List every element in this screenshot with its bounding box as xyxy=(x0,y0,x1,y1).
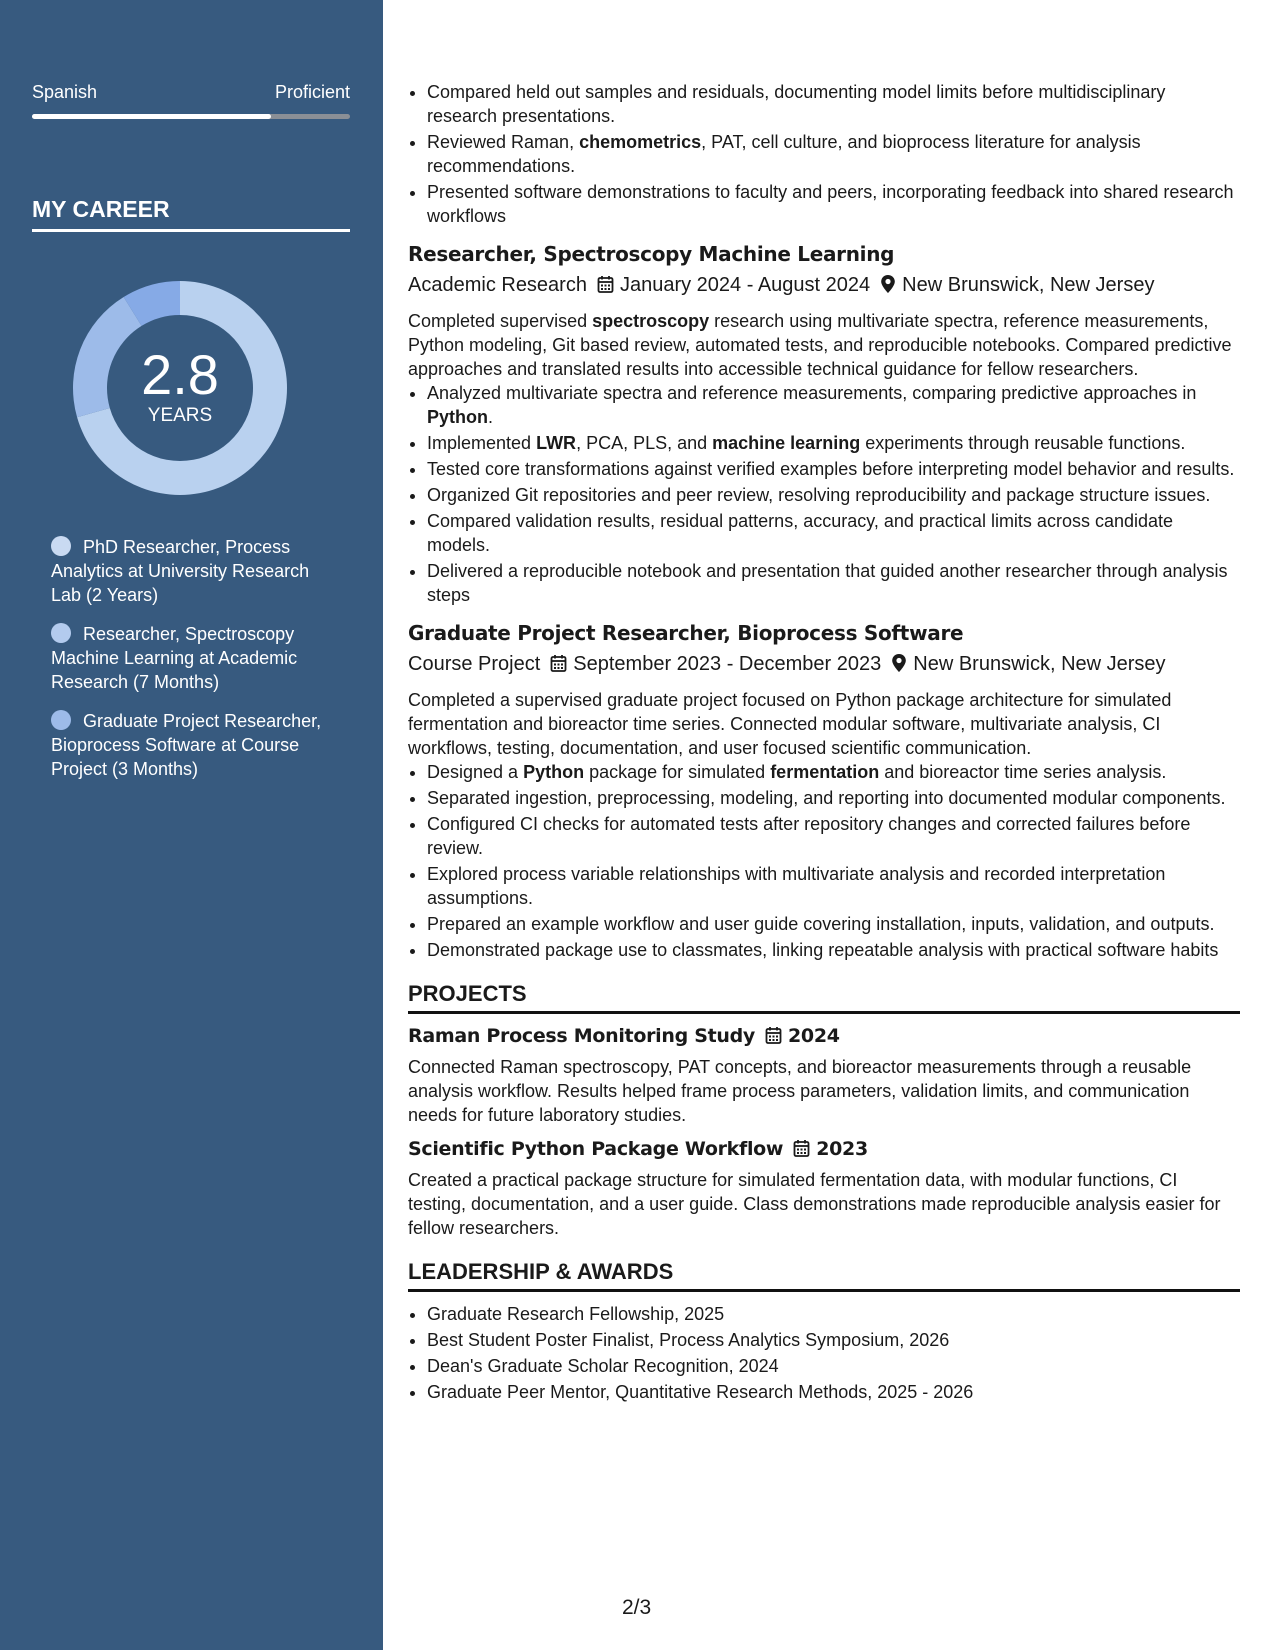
language-skill xyxy=(32,82,350,122)
job-bullets xyxy=(408,381,1240,607)
career-item xyxy=(51,535,341,607)
career-item-label: Graduate Project Researcher, Bioprocess Software at Course Project (3 Months) xyxy=(51,711,322,779)
job-organization: Course Project xyxy=(408,653,541,675)
job-description: Completed a supervised graduate project focused on Python package architecture for simulated fermentation and bioreactor time series. Connected modular software, multivariate analysis, CI workflows, testing, documentation, and user focused scientific communication. xyxy=(408,690,1172,758)
career-item-label: Researcher, Spectroscopy Machine Learning at Academic Research (7 Months) xyxy=(51,624,298,692)
bullet-item: • Presented software demonstrations to faculty and peers, incorporating feedback into shared research workflows xyxy=(427,180,1240,228)
project-description: Created a practical package structure for simulated fermentation data, with modular functions, CI testing, documentation, and a user guide. Class demonstrations made reproducible analysis easier for fellow researchers. xyxy=(408,1170,1221,1238)
career-dot-icon xyxy=(51,710,71,730)
main-content xyxy=(408,80,1240,1406)
bullet-item: • Configured CI checks for automated tests after repository changes and corrected failures before review. xyxy=(427,812,1240,860)
sidebar xyxy=(0,0,383,1650)
bullet-item: • Designed a Python package for simulated fermentation and bioreactor time series analysis. xyxy=(427,760,1240,784)
language-name: Spanish xyxy=(32,82,98,102)
project-title: Raman Process Monitoring Study 2024 xyxy=(408,1022,1240,1053)
career-years-unit: YEARS xyxy=(147,405,213,426)
job-location: New Brunswick, New Jersey xyxy=(913,653,1166,675)
job-location: New Brunswick, New Jersey xyxy=(902,274,1155,296)
bullet-item: • Separated ingestion, preprocessing, modeling, and reporting into documented modular components. xyxy=(427,786,1240,810)
project-entry xyxy=(408,1135,1240,1240)
calendar-icon xyxy=(550,652,567,682)
career-heading: MY CAREER xyxy=(32,196,350,232)
job-meta xyxy=(408,270,1240,303)
job-bullets xyxy=(408,760,1240,962)
page-number: 2/3 xyxy=(622,1596,652,1619)
job-description: Completed supervised spectroscopy research using multivariate spectra, reference measurements, Python modeling, Git based review, automated tests, and reproducible notebooks. Compared predictive approaches and translated results into accessible technical guidance for fellow researchers. xyxy=(408,311,1232,379)
projects-list xyxy=(408,1022,1240,1240)
bullet-item: • Reviewed Raman, chemometrics, PAT, cell culture, and bioprocess literature for analysis recommendations. xyxy=(427,130,1240,178)
job-meta xyxy=(408,649,1240,682)
location-pin-icon xyxy=(891,652,907,682)
bullet-item: • Tested core transformations against verified examples before interpreting model behavior and results. xyxy=(427,457,1240,481)
job-organization: Academic Research xyxy=(408,274,587,296)
career-item xyxy=(51,622,341,694)
bullet-item: • Demonstrated package use to classmates, linking repeatable analysis with practical software habits xyxy=(427,938,1240,962)
previous-job-bullets xyxy=(408,80,1240,228)
awards-heading: LEADERSHIP & AWARDS xyxy=(408,1258,1240,1292)
bullet-item: • Organized Git repositories and peer review, resolving reproducibility and package structure issues. xyxy=(427,483,1240,507)
career-dot-icon xyxy=(51,623,71,643)
project-title: Scientific Python Package Workflow 2023 xyxy=(408,1135,1240,1166)
bullet-item: • Explored process variable relationships with multivariate analysis and recorded interpretation assumptions. xyxy=(427,862,1240,910)
bullet-item: • Prepared an example workflow and user guide covering installation, inputs, validation, and outputs. xyxy=(427,912,1240,936)
donut-center xyxy=(65,345,295,427)
job-entry xyxy=(408,240,1240,607)
projects-heading: PROJECTS xyxy=(408,980,1240,1014)
award-item: • Graduate Research Fellowship, 2025 xyxy=(427,1302,1240,1326)
language-level: Proficient xyxy=(274,82,350,102)
job-entry xyxy=(408,619,1240,962)
career-item-label: PhD Researcher, Process Analytics at University Research Lab (2 Years) xyxy=(51,537,310,605)
experience-list xyxy=(408,240,1240,962)
job-title: Researcher, Spectroscopy Machine Learning xyxy=(408,242,895,266)
award-item: • Dean's Graduate Scholar Recognition, 2024 xyxy=(427,1354,1240,1378)
language-proficiency-bar xyxy=(32,114,350,119)
award-item: • Best Student Poster Finalist, Process Analytics Symposium, 2026 xyxy=(427,1328,1240,1352)
project-description: Connected Raman spectroscopy, PAT concepts, and bioreactor measurements through a reusable analysis workflow. Results helped frame process parameters, validation limits, and communication needs for future laboratory studies. xyxy=(408,1057,1192,1125)
bullet-item: • Delivered a reproducible notebook and presentation that guided another researcher through analysis steps xyxy=(427,559,1240,607)
bullet-item: • Implemented LWR, PCA, PLS, and machine learning experiments through reusable functions. xyxy=(427,431,1240,455)
language-proficiency-fill xyxy=(32,114,271,119)
career-dot-icon xyxy=(51,536,71,556)
job-title: Graduate Project Researcher, Bioprocess Software xyxy=(408,621,964,645)
awards-list xyxy=(408,1302,1240,1404)
calendar-icon xyxy=(765,1025,782,1053)
career-list xyxy=(51,535,341,796)
location-pin-icon xyxy=(880,273,896,303)
career-item xyxy=(51,709,341,781)
bullet-item: • Analyzed multivariate spectra and reference measurements, comparing predictive approaches in Python. xyxy=(427,381,1240,429)
job-dates: January 2024 - August 2024 xyxy=(619,274,871,296)
bullet-item: • Compared held out samples and residuals, documenting model limits before multidisciplinary research presentations. xyxy=(427,80,1240,128)
calendar-icon xyxy=(597,273,614,303)
calendar-icon xyxy=(793,1138,810,1166)
job-dates: September 2023 - December 2023 xyxy=(573,653,882,675)
award-item: • Graduate Peer Mentor, Quantitative Research Methods, 2025 - 2026 xyxy=(427,1380,1240,1404)
project-year: 2023 xyxy=(816,1138,868,1160)
project-entry xyxy=(408,1022,1240,1127)
project-year: 2024 xyxy=(787,1025,840,1047)
career-years-value: 2.8 xyxy=(141,343,219,406)
bullet-item: • Compared validation results, residual patterns, accuracy, and practical limits across candidate models. xyxy=(427,509,1240,557)
